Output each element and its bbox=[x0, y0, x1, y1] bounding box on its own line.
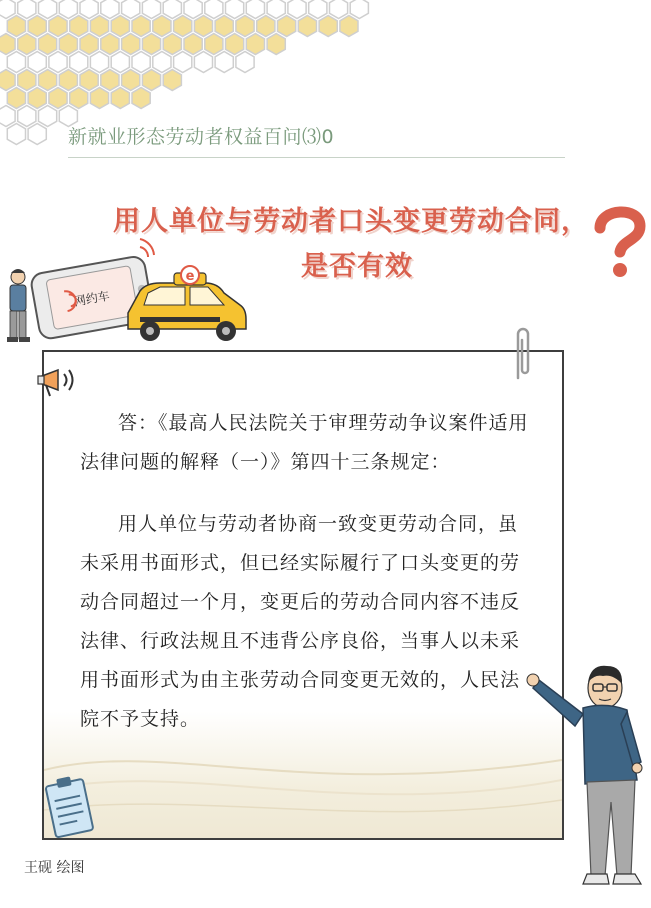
honeycomb-cell bbox=[267, 0, 285, 19]
small-man-illustration bbox=[7, 269, 30, 342]
honeycomb-cell bbox=[7, 52, 25, 73]
honeycomb-cell bbox=[174, 16, 192, 37]
honeycomb-cell bbox=[90, 52, 108, 73]
honeycomb-cell bbox=[49, 52, 67, 73]
honeycomb-cell bbox=[163, 34, 181, 55]
honeycomb-cell bbox=[226, 0, 244, 19]
man-pointing-illustration bbox=[525, 662, 651, 890]
honeycomb-cell bbox=[163, 0, 181, 19]
honeycomb-cell bbox=[267, 34, 285, 55]
honeycomb-cell bbox=[90, 88, 108, 109]
honeycomb-cell bbox=[28, 52, 46, 73]
honeycomb-cell bbox=[122, 70, 140, 91]
honeycomb-cell bbox=[142, 34, 160, 55]
honeycomb-cell bbox=[111, 88, 129, 109]
honeycomb-cell bbox=[111, 16, 129, 37]
honeycomb-cell bbox=[80, 34, 98, 55]
question-mark-icon bbox=[590, 200, 650, 280]
honeycomb-cell bbox=[309, 0, 327, 19]
headline-line-2: 是否有效 bbox=[301, 251, 413, 282]
honeycomb-cell bbox=[184, 34, 202, 55]
honeycomb-cell bbox=[59, 34, 77, 55]
honeycomb-cell bbox=[28, 88, 46, 109]
honeycomb-cell bbox=[0, 34, 15, 55]
honeycomb-cell bbox=[111, 52, 129, 73]
honeycomb-cell bbox=[246, 34, 264, 55]
honeycomb-cell bbox=[132, 88, 150, 109]
honeycomb-cell bbox=[39, 70, 57, 91]
honeycomb-cell bbox=[39, 0, 57, 19]
honeycomb-cell bbox=[122, 0, 140, 19]
clipboard-icon bbox=[42, 772, 98, 840]
megaphone-icon bbox=[36, 360, 84, 400]
honeycomb-cell bbox=[142, 70, 160, 91]
answer-paragraph-2: 用人单位与劳动者协商一致变更劳动合同，虽未采用书面形式，但已经实际履行了口头变更的劳动合同超过一个月，变更后的劳动合同内容不违反法律、行政法规且不违背公序良俗，当事人以未采用书面形式为由主张劳动合同变更无效的，人民法院不予支持。 bbox=[80, 513, 521, 730]
honeycomb-cell bbox=[18, 70, 36, 91]
illustration-credit: 王砚 绘图 bbox=[24, 860, 85, 876]
series-divider bbox=[68, 157, 565, 158]
honeycomb-cell bbox=[194, 16, 212, 37]
honeycomb-cell bbox=[59, 0, 77, 19]
honeycomb-cell bbox=[101, 34, 119, 55]
honeycomb-cell bbox=[205, 0, 223, 19]
honeycomb-cell bbox=[28, 16, 46, 37]
honeycomb-cell bbox=[350, 0, 368, 19]
honeycomb-cell bbox=[101, 0, 119, 19]
honeycomb-cell bbox=[184, 0, 202, 19]
honeycomb-cell bbox=[298, 16, 316, 37]
honeycomb-cell bbox=[174, 52, 192, 73]
honeycomb-cell bbox=[246, 0, 264, 19]
honeycomb-cell bbox=[70, 88, 88, 109]
honeycomb-cell bbox=[7, 16, 25, 37]
honeycomb-cell bbox=[18, 106, 36, 127]
honeycomb-cell bbox=[101, 70, 119, 91]
honeycomb-cell bbox=[226, 34, 244, 55]
honeycomb-cell bbox=[28, 124, 46, 145]
series-title: 新就业形态劳动者权益百问⑶0 bbox=[68, 126, 335, 148]
honeycomb-cell bbox=[132, 52, 150, 73]
honeycomb-cell bbox=[288, 0, 306, 19]
honeycomb-cell bbox=[39, 34, 57, 55]
honeycomb-cell bbox=[236, 16, 254, 37]
honeycomb-cell bbox=[205, 34, 223, 55]
honeycomb-cell bbox=[18, 0, 36, 19]
headline-line-1: 用人单位与劳动者口头变更劳动合同， bbox=[113, 206, 589, 237]
honeycomb-cell bbox=[132, 16, 150, 37]
answer-paragraph-1: 答：《最高人民法院关于审理劳动争议案件适用法律问题的解释（一）》第四十三条规定： bbox=[80, 412, 529, 473]
honeycomb-cell bbox=[319, 16, 337, 37]
honeycomb-cell bbox=[0, 106, 15, 127]
honeycomb-cell bbox=[153, 52, 171, 73]
honeycomb-cell bbox=[49, 16, 67, 37]
honeycomb-cell bbox=[153, 16, 171, 37]
honeycomb-cell bbox=[236, 52, 254, 73]
honeycomb-cell bbox=[163, 70, 181, 91]
honeycomb-cell bbox=[7, 124, 25, 145]
honeycomb-cell bbox=[0, 70, 15, 91]
honeycomb-cell bbox=[122, 34, 140, 55]
honeycomb-cell bbox=[49, 88, 67, 109]
honeycomb-cell bbox=[59, 70, 77, 91]
honeycomb-cell bbox=[0, 0, 15, 19]
card-wave-decoration bbox=[44, 730, 562, 838]
phone-screen-text: 网约车 bbox=[72, 288, 111, 309]
honeycomb-cell bbox=[90, 16, 108, 37]
honeycomb-cell bbox=[330, 0, 348, 19]
taxi-logo-letter: e bbox=[185, 269, 195, 284]
honeycomb-cell bbox=[70, 52, 88, 73]
honeycomb-cell bbox=[215, 52, 233, 73]
honeycomb-cell bbox=[39, 106, 57, 127]
honeycomb-cell bbox=[80, 70, 98, 91]
honeycomb-cell bbox=[194, 52, 212, 73]
phone-taxi-illustration bbox=[0, 235, 260, 355]
honeycomb-cell bbox=[340, 16, 358, 37]
honeycomb-cell bbox=[278, 16, 296, 37]
honeycomb-cell bbox=[257, 16, 275, 37]
honeycomb-cell bbox=[70, 16, 88, 37]
honeycomb-cell bbox=[18, 34, 36, 55]
honeycomb-cell bbox=[215, 16, 233, 37]
honeycomb-cell bbox=[142, 0, 160, 19]
paperclip-icon bbox=[510, 322, 536, 382]
honeycomb-cell bbox=[7, 88, 25, 109]
honeycomb-cell bbox=[80, 0, 98, 19]
